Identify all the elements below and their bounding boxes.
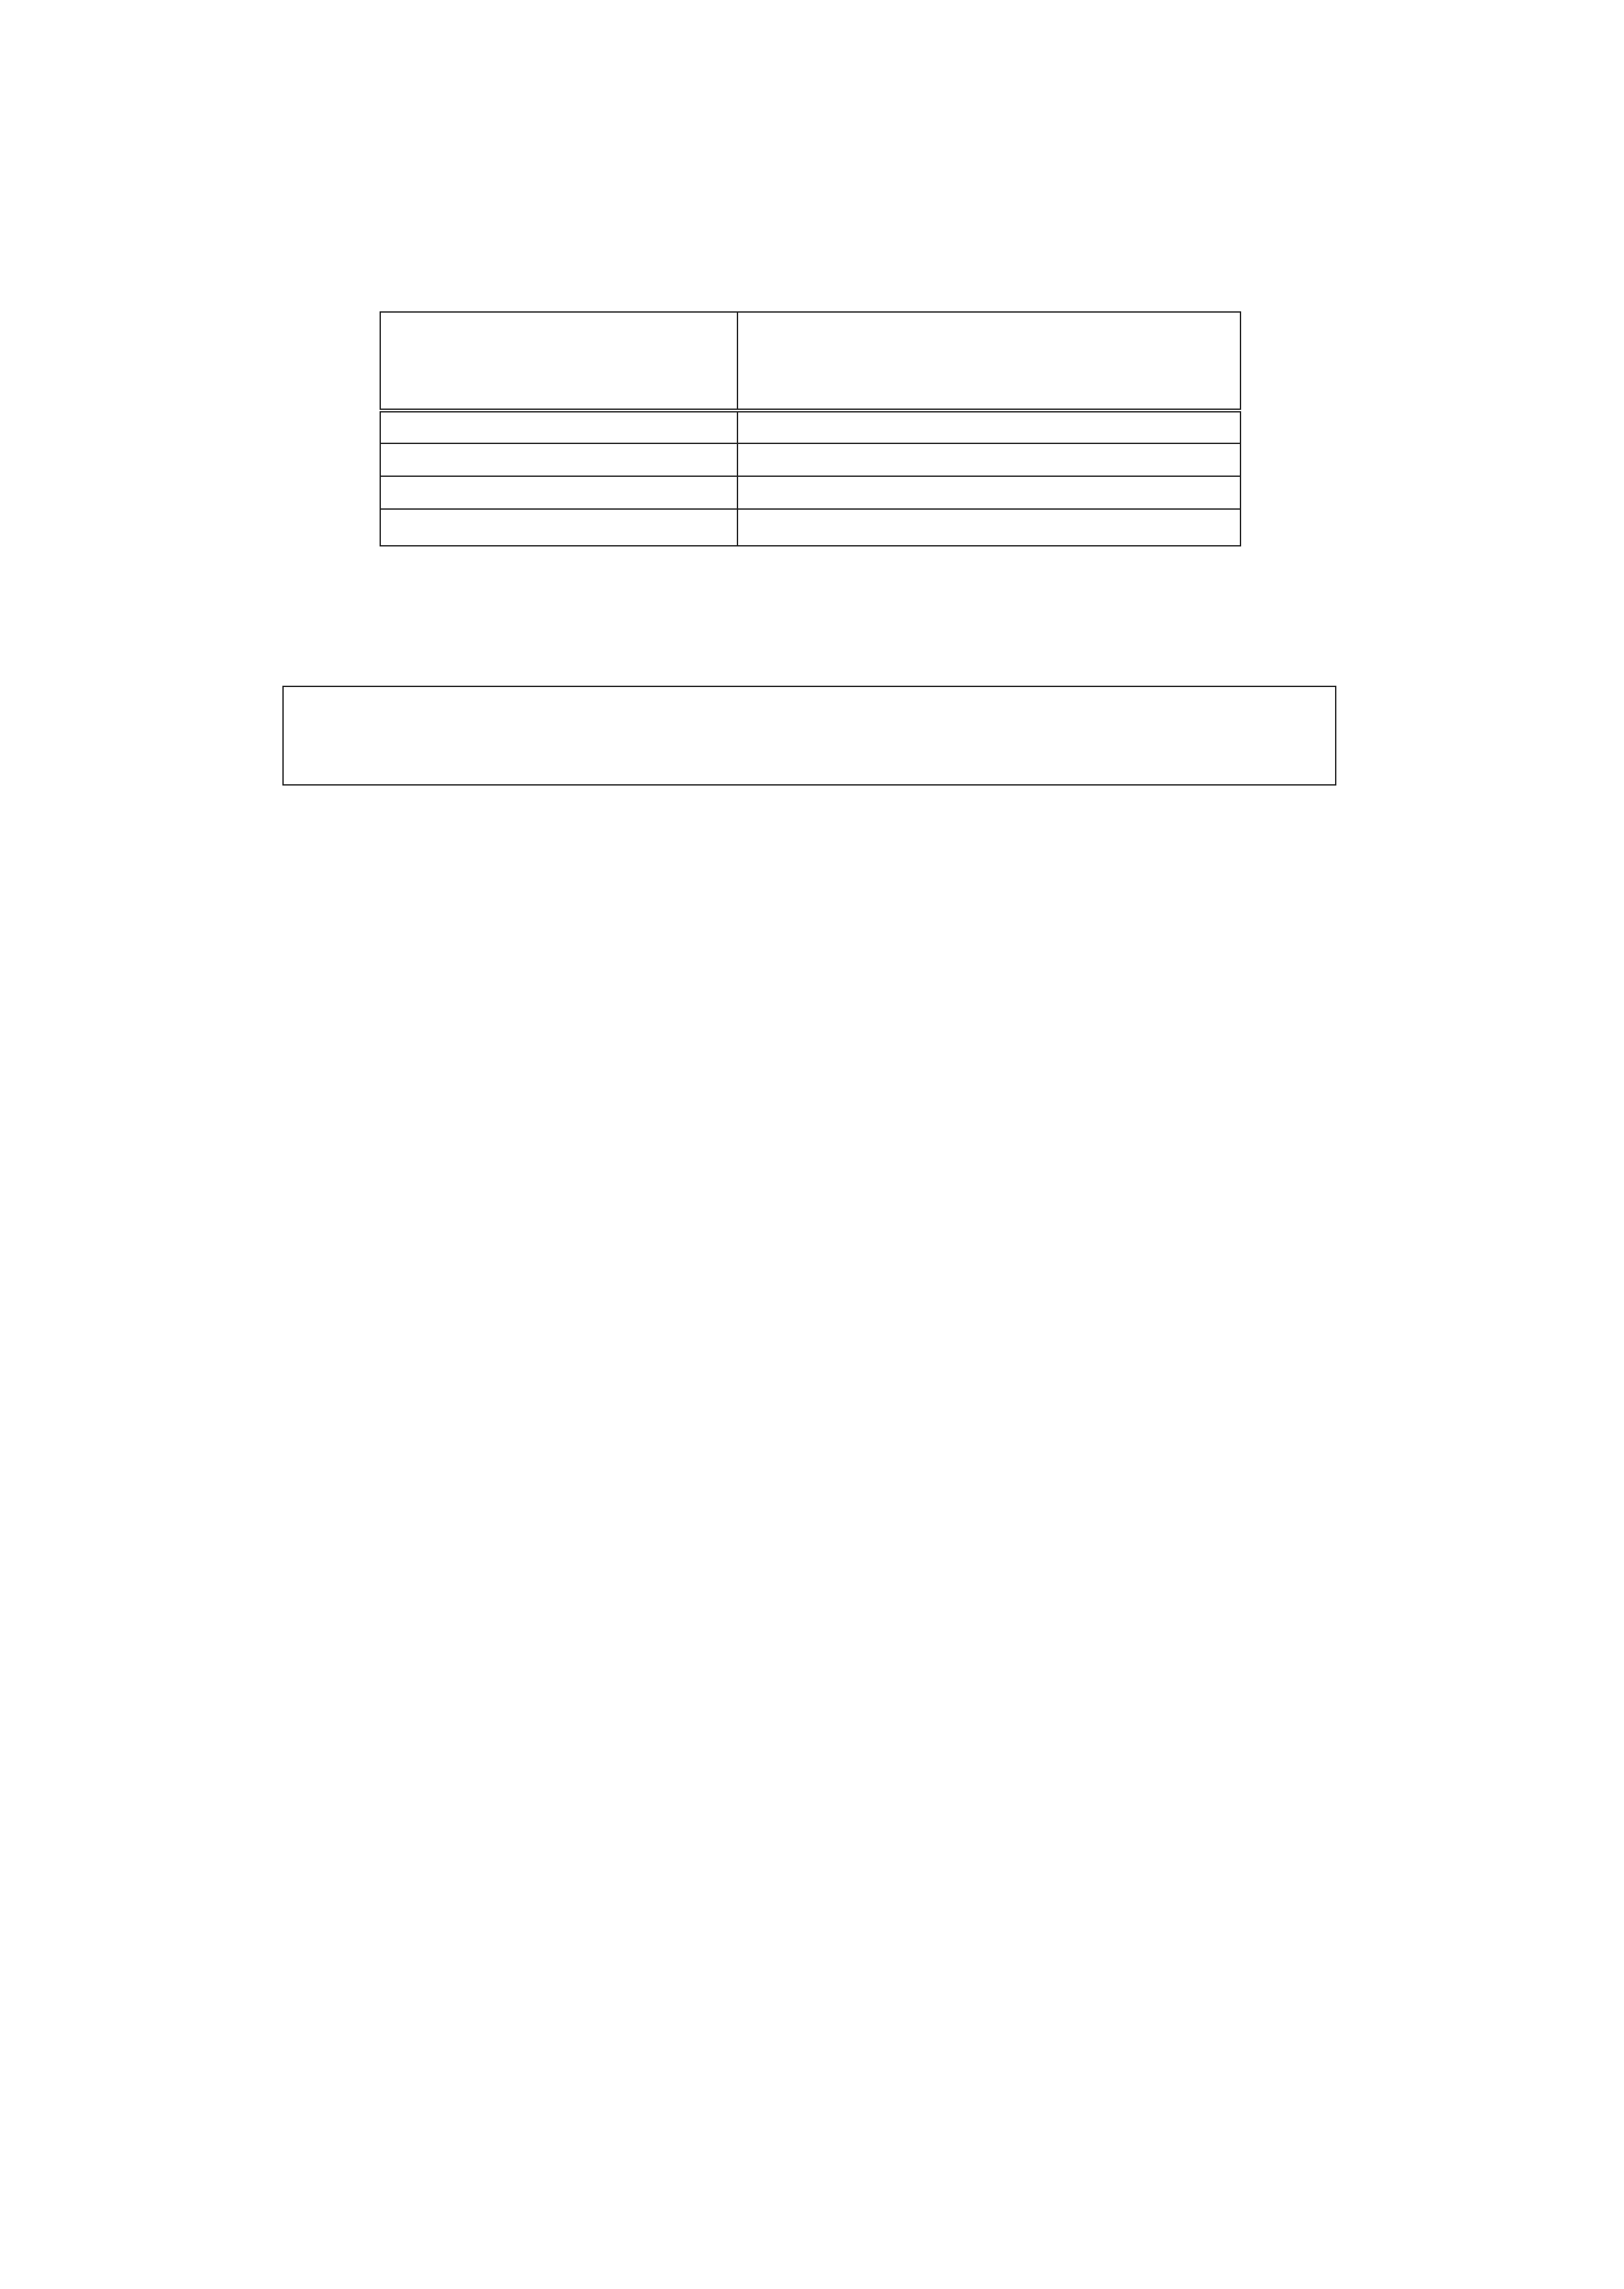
table-row: [380, 509, 1240, 546]
table-cell: [380, 411, 737, 443]
table-cell: [737, 509, 1240, 546]
table-row: [380, 411, 1240, 443]
table-13: [380, 311, 1241, 546]
table-row: [380, 476, 1240, 509]
table-14: [282, 686, 1336, 786]
table-cell: [737, 411, 1240, 443]
table-cell: [737, 476, 1240, 509]
table-13-header-class: [737, 312, 1240, 411]
table-row: [380, 443, 1240, 476]
table-cell: [380, 443, 737, 476]
table-cell: [737, 443, 1240, 476]
table-cell: [380, 476, 737, 509]
table-cell: [380, 509, 737, 546]
table-13-header-degree: [380, 312, 737, 411]
